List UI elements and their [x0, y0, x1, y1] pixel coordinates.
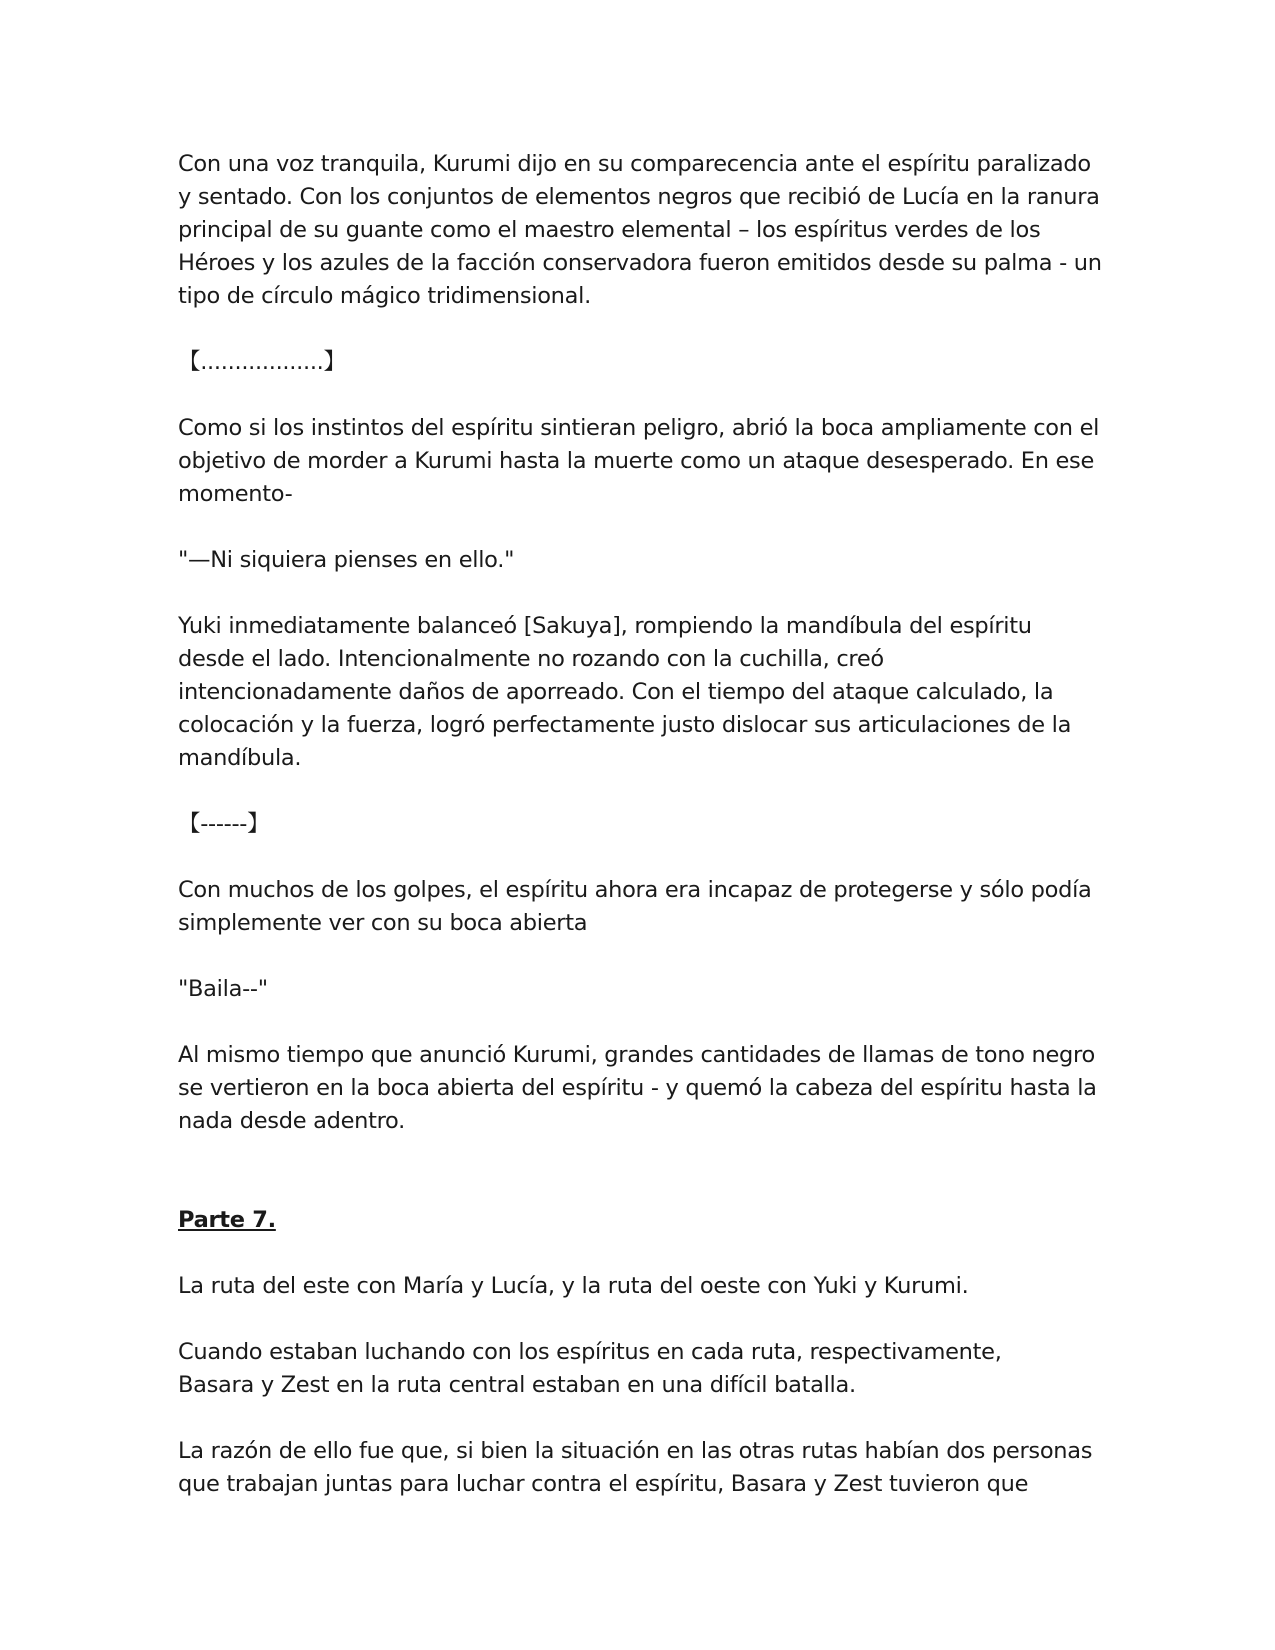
paragraph: [178, 1039, 1098, 1138]
text-line: que trabajan juntas para luchar contra el espíritu, Basara y Zest tuvieron que: [178, 1471, 1029, 1497]
text-line: intencionadamente daños de aporreado. Con el tiempo del ataque calculado, la: [178, 679, 1054, 705]
text-line: Al mismo tiempo que anunció Kurumi, grandes cantidades de llamas de tono negro: [178, 1042, 1095, 1068]
text-line: Yuki inmediatamente balanceó [Sakuya], rompiendo la mandíbula del espíritu: [178, 613, 1032, 639]
text-line: Como si los instintos del espíritu sintieran peligro, abrió la boca ampliamente con el: [178, 415, 1100, 441]
text-line: Cuando estaban luchando con los espíritus en cada ruta, respectivamente,: [178, 1339, 1002, 1365]
paragraph: [178, 544, 1098, 577]
text-line: "Baila--": [178, 976, 268, 1002]
text-line: momento-: [178, 481, 293, 507]
paragraph: [178, 973, 1098, 1006]
paragraph: [178, 346, 1098, 379]
paragraph: [178, 1435, 1098, 1501]
text-line: 【..................】: [178, 349, 346, 375]
text-line: simplemente ver con su boca abierta: [178, 910, 588, 936]
text-line: y sentado. Con los conjuntos de elementos negros que recibió de Lucía en la ranura: [178, 184, 1100, 210]
text-line: Con una voz tranquila, Kurumi dijo en su comparecencia ante el espíritu paralizado: [178, 151, 1091, 177]
text-line: objetivo de morder a Kurumi hasta la muerte como un ataque desesperado. En ese: [178, 448, 1095, 474]
text-line: Héroes y los azules de la facción conservadora fueron emitidos desde su palma - un: [178, 250, 1102, 276]
text-line: 【------】: [178, 811, 270, 837]
text-line: Basara y Zest en la ruta central estaban en una difícil batalla.: [178, 1372, 856, 1398]
text-line: nada desde adentro.: [178, 1108, 405, 1134]
paragraph: [178, 1270, 1098, 1303]
paragraph: [178, 874, 1098, 940]
paragraph: [178, 808, 1098, 841]
text-line: principal de su guante como el maestro elemental – los espíritus verdes de los: [178, 217, 1041, 243]
text-line: La razón de ello fue que, si bien la situación en las otras rutas habían dos personas: [178, 1438, 1093, 1464]
paragraph: [178, 610, 1098, 775]
text-line: Con muchos de los golpes, el espíritu ahora era incapaz de protegerse y sólo podía: [178, 877, 1092, 903]
text-line: "—Ni siquiera pienses en ello.": [178, 547, 515, 573]
text-line: se vertieron en la boca abierta del espíritu - y quemó la cabeza del espíritu hasta la: [178, 1075, 1097, 1101]
paragraph: [178, 1336, 1098, 1402]
paragraph: [178, 148, 1102, 313]
text-line: tipo de círculo mágico tridimensional.: [178, 283, 591, 309]
text-line: colocación y la fuerza, logró perfectamente justo dislocar sus articulaciones de la: [178, 712, 1072, 738]
section-heading: Parte 7.: [178, 1207, 276, 1233]
blank-line: [178, 1171, 1098, 1204]
document-body: [178, 148, 1102, 1534]
text-line: desde el lado. Intencionalmente no rozando con la cuchilla, creó: [178, 646, 884, 672]
paragraph: [178, 412, 1098, 511]
text-line: La ruta del este con María y Lucía, y la ruta del oeste con Yuki y Kurumi.: [178, 1273, 969, 1299]
text-line: mandíbula.: [178, 745, 302, 771]
